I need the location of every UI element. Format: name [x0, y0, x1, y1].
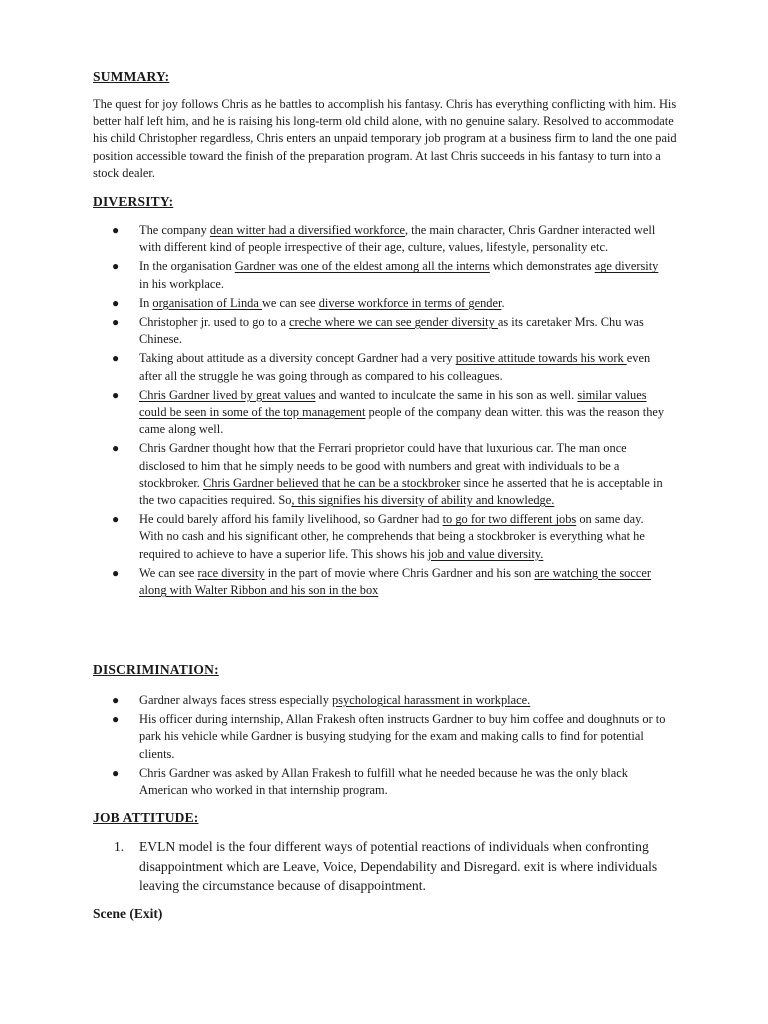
- summary-paragraph: The quest for joy follows Chris as he battles to accomplish his fantasy. Chris has everything conflicting with him. His better half left him, and he is raising his long-term old child alone, with no genuine salary. Resolved to accommodate his child Christopher regardless, Chris enters an unpaid temporary job program at a business firm to land the one paid position accessible toward the finish of the preparation program. At last Chris succeeds in his fantasy to turn into a stock dealer.: [93, 97, 677, 180]
- scene-heading: Scene (Exit): [93, 906, 163, 921]
- discrimination-list: [0, 692, 700, 799]
- diversity-heading: DIVERSITY:: [93, 194, 174, 209]
- list-item: ● In organisation of Linda we can see diverse workforce in terms of gender.: [0, 295, 669, 312]
- bullet-icon: ●: [112, 315, 120, 330]
- discrimination-heading: DISCRIMINATION:: [93, 662, 219, 677]
- list-item: ● Taking about attitude as a diversity concept Gardner had a very positive attitude towards his work even after all the struggle he was going through as compared to his colleagues.: [112, 351, 651, 383]
- bullet-icon: ●: [112, 295, 120, 310]
- bullet-icon: ●: [112, 223, 120, 237]
- list-item: ● Chris Gardner thought how that the Ferrari proprietor could have that luxurious car. The man once disclosed to him that he simply needs to be good with numbers and great with individuals to be a stockbroker. Chris Gardner believed that he can be a stockbroker since he asserted that he is acceptable in the two capacities required. So, this signifies his diversity of ability and knowledge.: [112, 441, 663, 508]
- diversity-list: [0, 222, 700, 599]
- list-item: ● We can see race diversity in the part of movie where Chris Gardner and his son are watching the soccer along with Walter Ribbon and his son in the box: [112, 565, 652, 598]
- list-item: ● Christopher jr. used to go to a creche where we can see gender diversity as its caretaker Mrs. Chu was Chinese.: [112, 315, 644, 347]
- list-item: 1. EVLN model is the four different ways of potential reactions of individuals when confronting disappointment which are Leave, Voice, Dependability and Disregard. exit is where individuals leaving the circumstance because of disappointment.: [114, 839, 658, 893]
- job-attitude-list: [0, 837, 700, 896]
- bullet-icon: ●: [112, 693, 120, 707]
- bullet-icon: ●: [112, 351, 120, 366]
- list-item: ● Chris Gardner was asked by Allan Frakesh to fulfill what he needed because he was the only black American who worked in that internship program.: [112, 765, 628, 798]
- list-item: ● Chris Gardner lived by great values and wanted to inculcate the same in his son as well. similar values could be seen in some of the top management people of the company dean witter. this was the reason they came along well.: [112, 387, 665, 437]
- bullet-icon: ●: [112, 259, 120, 274]
- list-item: ● He could barely afford his family livelihood, so Gardner had to go for two different jobs on same day. With no cash and his significant other, he comprehends that being a stockbroker is everything what he required to achieve to have a superior life. This shows his job and value diversity.: [112, 512, 645, 561]
- list-item: ● In the organisation Gardner was one of the eldest among all the interns which demonstrates age diversity in his workplace.: [112, 259, 659, 291]
- list-item: ● The company dean witter had a diversified workforce, the main character, Chris Gardner interacted well with different kind of people irrespective of their age, culture, values, lifestyle, personality etc.: [112, 223, 656, 255]
- job-attitude-heading: JOB ATTITUDE:: [93, 810, 199, 825]
- bullet-icon: ●: [112, 387, 120, 402]
- list-item: ● Gardner always faces stress especially psychological harassment in workplace.: [0, 692, 669, 709]
- bullet-icon: ●: [112, 765, 120, 780]
- bullet-icon: ●: [112, 565, 120, 580]
- bullet-icon: ●: [112, 512, 120, 527]
- summary-heading: SUMMARY:: [93, 69, 170, 84]
- bullet-icon: ●: [112, 712, 120, 727]
- list-item: ● His officer during internship, Allan Frakesh often instructs Gardner to buy him coffee and doughnuts or to park his vehicle while Gardner is busying studying for the exam and making calls to find for potential clients.: [112, 712, 666, 761]
- list-number: 1.: [114, 839, 125, 854]
- bullet-icon: ●: [112, 441, 120, 456]
